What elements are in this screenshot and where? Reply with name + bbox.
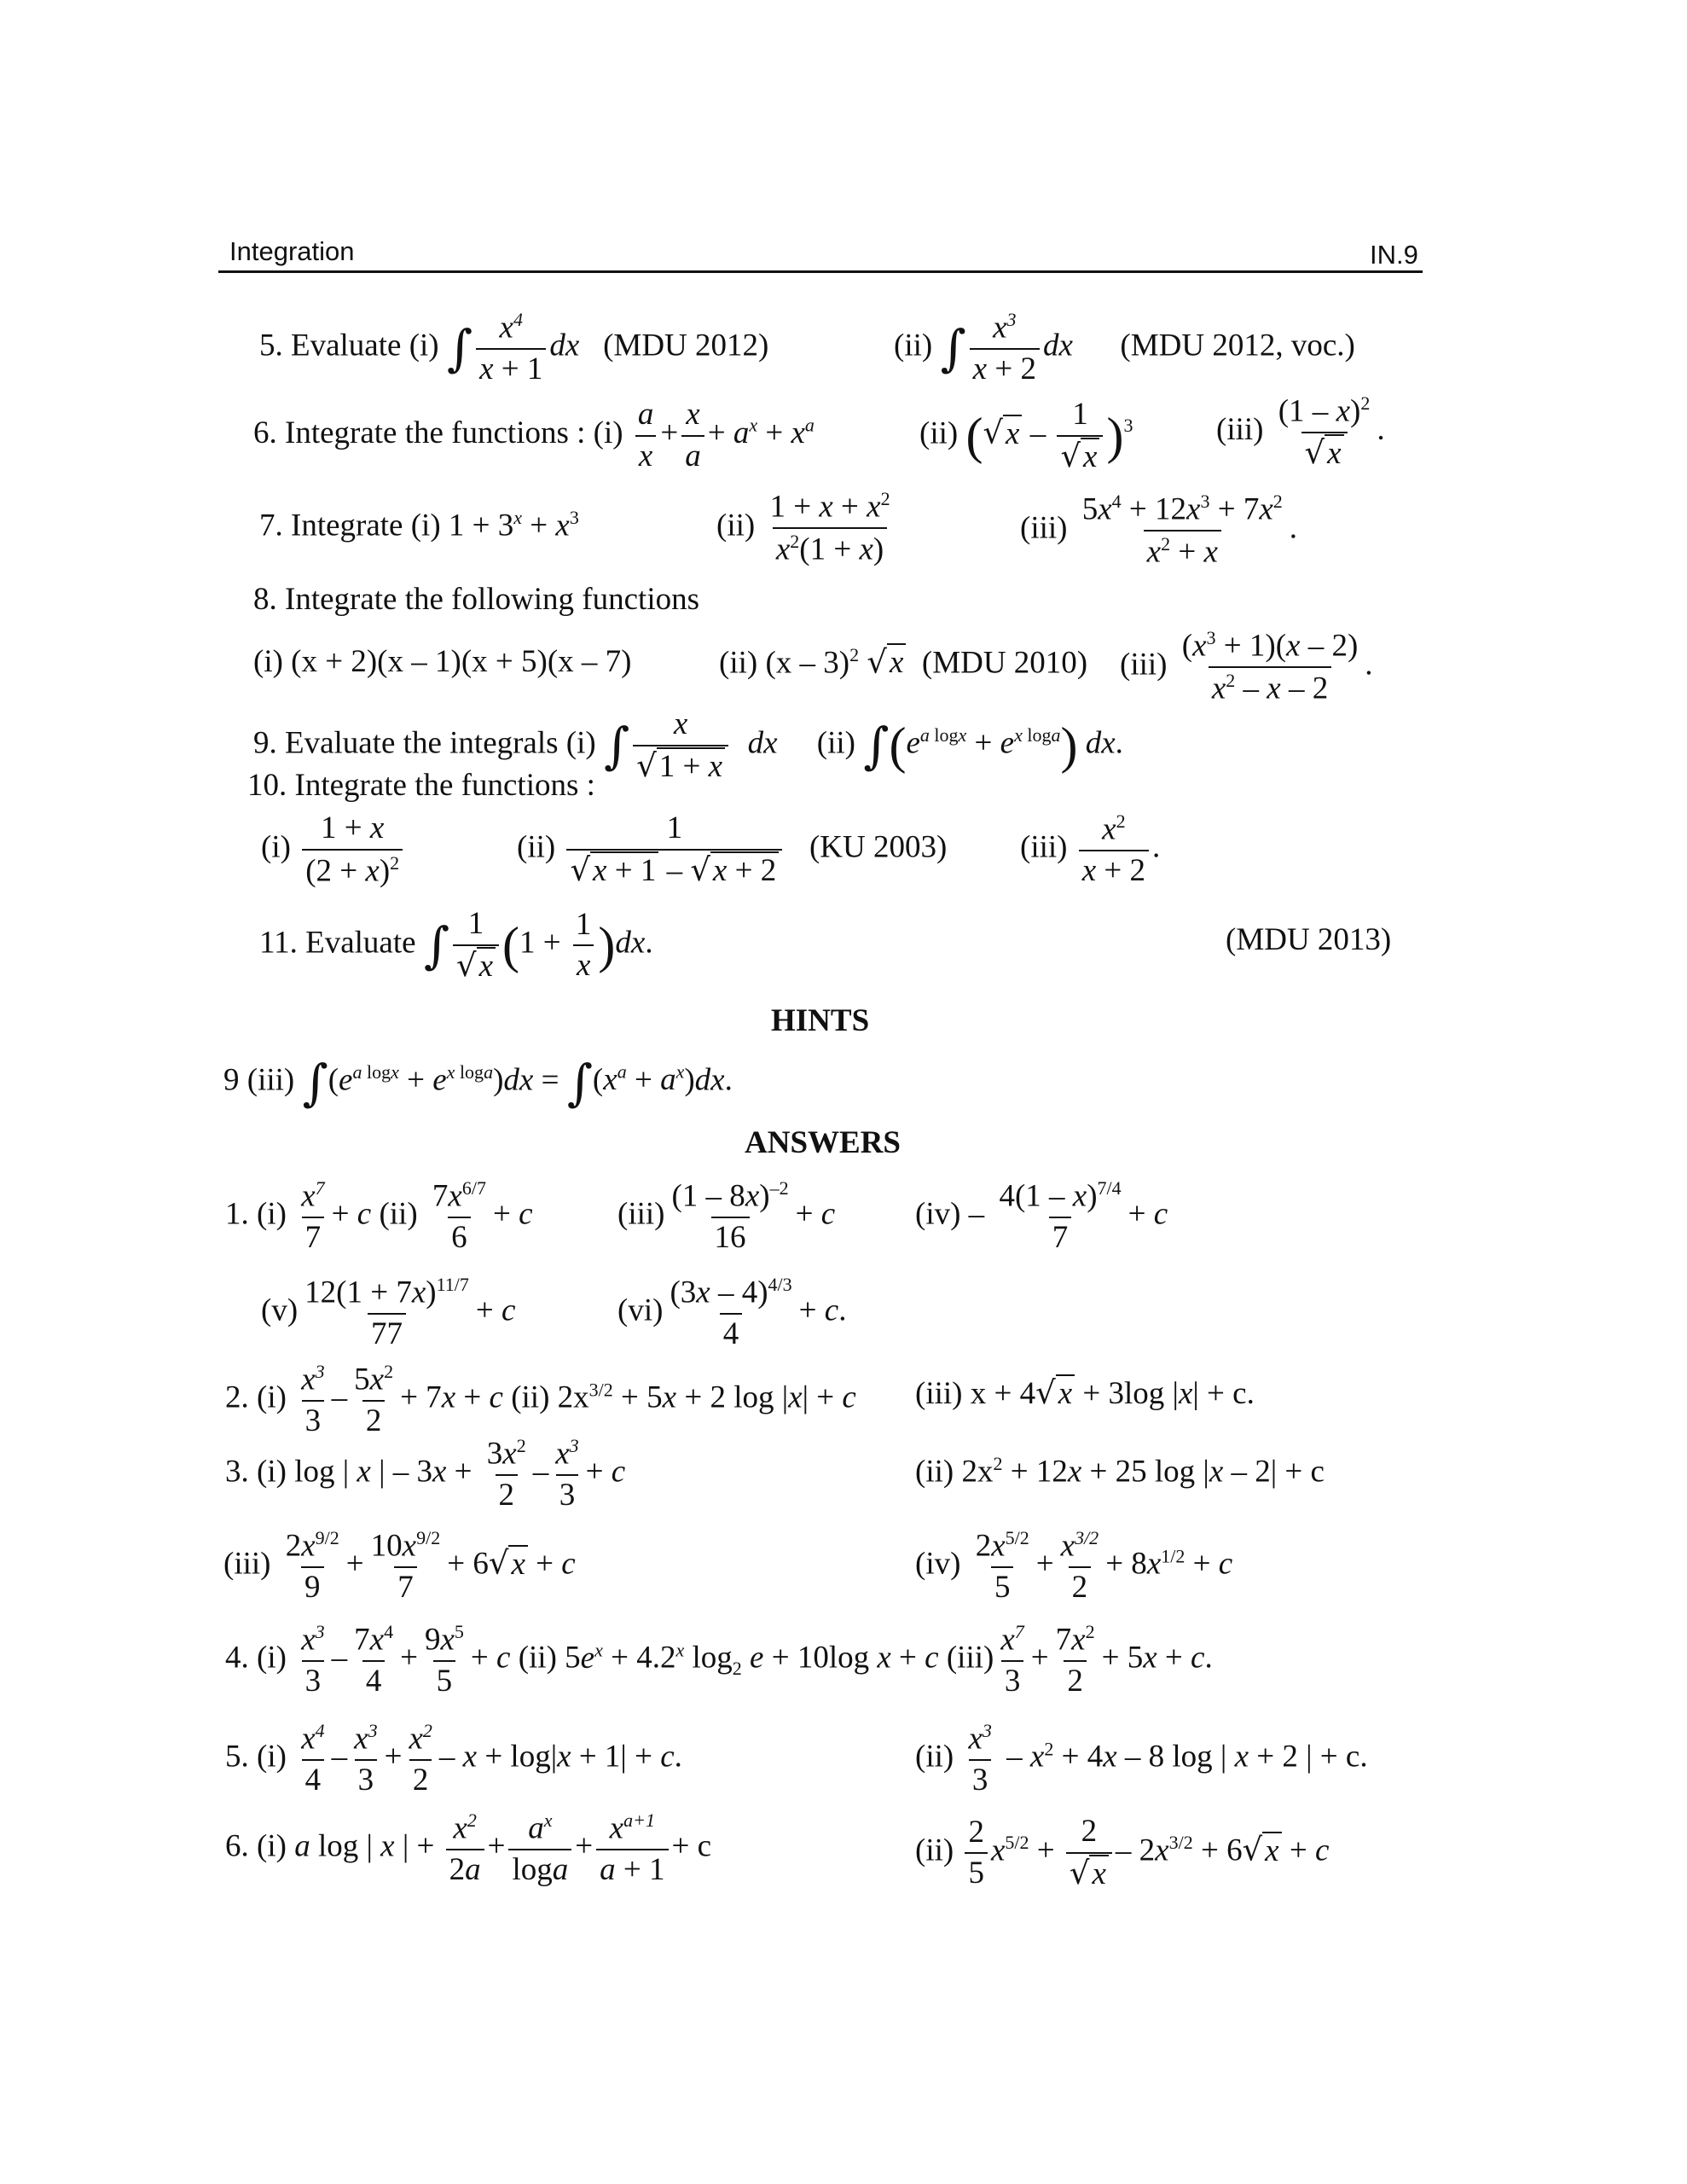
q6-label: 6. Integrate the functions : (i) xyxy=(253,415,623,451)
answer-3-ii: (ii) $2x^2 + 12x + 25$ log |x – 2| + c xyxy=(915,1453,1325,1490)
answer-1-iv: (iv) – $\frac{4(1 - x)^{7/4}}{7}$ + c xyxy=(915,1177,1168,1255)
a5-label: 5. (i) xyxy=(225,1739,287,1774)
q11-label: 11. Evaluate xyxy=(259,925,416,961)
q5-source-i: (MDU 2012) xyxy=(603,328,769,363)
header-rule xyxy=(218,270,1423,273)
question-7: 7. Integrate (i) $1 + 3^x + x^3$ xyxy=(259,507,579,543)
question-8-ii: (ii) (x – 3)$^2$ √x (MDU 2010) xyxy=(719,643,1088,681)
hint-label: 9 (iii) xyxy=(223,1062,295,1098)
question-10-ii: (ii) $\frac{1}{√x + 1 - √x + 2}$ (KU 2003) xyxy=(517,810,948,888)
question-7-iii: (iii) $\frac{5x^4 + 12x^3 + 7x^2}{x^2 + x}$ . xyxy=(1020,491,1298,570)
a3-iv: (iv) xyxy=(915,1546,961,1582)
answer-3: 3. (i) log | x | – 3x + $\frac{3x^2}{2}$ – $\frac{x^3}{3}$ + c xyxy=(225,1435,626,1513)
a2-label: 2. (i) xyxy=(225,1380,287,1415)
question-8: 8. Integrate the following functions xyxy=(253,582,700,617)
a3-iii: (iii) xyxy=(223,1546,271,1582)
answer-1-iii: (iii) $\frac{(1 - 8x)^{-2}}{16}$ + c xyxy=(617,1177,836,1255)
question-11: 11. Evaluate ∫ $\frac{1}{√x}$ (1 + $\frac{1}{x}$ )dx. xyxy=(259,906,653,984)
answer-1-v: (v) $\frac{12(1 + 7x)^{11/7}}{77}$ + c xyxy=(261,1274,516,1351)
q10-source: (KU 2003) xyxy=(809,829,948,865)
q5-source-ii: (MDU 2012, voc.) xyxy=(1120,328,1355,363)
question-8-i: (i) (x + 2)(x – 1)(x + 5)(x – 7) xyxy=(253,644,632,679)
answer-1: 1. (i) $\frac{x^7}{7}$ + c (ii) $\frac{7x^{6/7}}{6}$ + c xyxy=(225,1177,533,1255)
q6-ii: (ii) xyxy=(919,415,959,451)
q5-i: (i) xyxy=(409,328,439,363)
q7-i: (i) 1 + 3 xyxy=(410,508,514,543)
answer-6-ii: (ii) $\frac{2}{5}$ $x^{5/2}$ + $\frac{2}{√x}$ – $2x^{3/2} + 6√x + c$ xyxy=(915,1814,1330,1891)
question-8-iii: (iii) $\frac{(x^3 + 1)(x - 2)}{x^2 - x - 2}$ . xyxy=(1120,627,1373,706)
q10-iii: (iii) xyxy=(1020,829,1068,865)
question-6: 6. Integrate the functions : (i) $\frac{a}{x}$ + $\frac{x}{a}$ + $a^x + x^a$ xyxy=(253,397,815,473)
running-header-title: Integration xyxy=(229,236,355,266)
question-6-iii: (iii) $\frac{(1 - x)^2}{√x}$ . xyxy=(1216,392,1385,471)
hint-9-iii: 9 (iii) $\int(e^{a logx} + e^{x loga})dx = \int(x^a + a^x)dx$. xyxy=(223,1054,733,1112)
a1-label: 1. (i) xyxy=(225,1196,287,1232)
question-11-source: (MDU 2013) xyxy=(1226,922,1392,957)
answers-heading: ANSWERS xyxy=(745,1125,901,1160)
question-10: 10. Integrate the functions : xyxy=(247,768,595,803)
a3-label: 3. (i) xyxy=(225,1454,287,1490)
a3-ii: (ii) 2x xyxy=(915,1454,994,1490)
question-6-ii: (ii) (√x – $\frac{1}{√x}$ )$^3$ xyxy=(919,397,1133,474)
q5-ii: (ii) xyxy=(894,328,933,363)
page-number: IN.9 xyxy=(1370,240,1418,270)
a6-ii: (ii) xyxy=(915,1833,954,1868)
question-10-i: (i) $\frac{1 + x}{(2 + x)^2}$ xyxy=(261,810,406,889)
q10-i: (i) xyxy=(261,829,291,865)
answer-2: 2. (i) $\frac{x^3}{3}$ – $\frac{5x^2}{2}$ + 7x + c (ii) $2x^{3/2} + 5x + 2$ log |x| + c xyxy=(225,1361,856,1438)
q7-iii: (iii) xyxy=(1020,510,1068,546)
question-5: 5. Evaluate (i) ∫ $\frac{x^4}{x + 1}$ dx (MDU 2012) xyxy=(259,309,769,386)
q9-label: 9. Evaluate the integrals xyxy=(253,725,559,761)
answer-4: 4. (i) $\frac{x^3}{3}$ – $\frac{7x^4}{4}$ + $\frac{9x^5}{5}$ + c (ii) $5e^x + 4.2^x$ $\log_2 e + 10\log$ x + c (iii) $\frac{x^7}{3}$ + $\frac{7x^2}{2}$ + 5x + c. xyxy=(225,1621,1213,1699)
q8-iii: (iii) xyxy=(1120,647,1168,682)
q7-label: 7. Integrate xyxy=(259,508,403,543)
question-10-iii: (iii) $\frac{x^2}{x + 2}$ . xyxy=(1020,810,1161,888)
q6-iii: (iii) xyxy=(1216,412,1264,448)
hints-heading: HINTS xyxy=(771,1003,870,1038)
question-7-ii: (ii) $\frac{1 + x + x^2}{x^2(1 + x)}$ xyxy=(716,488,890,567)
answer-5: 5. (i) $\frac{x^4}{4}$ – $\frac{x^3}{3}$ + $\frac{x^2}{2}$ – x + log|x + 1| + c. xyxy=(225,1720,682,1798)
a6-label: 6. (i) xyxy=(225,1828,287,1864)
a5-ii: (ii) xyxy=(915,1739,954,1774)
q9-ii: (ii) xyxy=(816,725,855,761)
answer-6: 6. (i) a log | x | + $\frac{x^2}{2a}$ + $\frac{a^x}{\log a}$ + $\frac{x^{a+1}}{a + 1}$ + c xyxy=(225,1809,712,1887)
a2-ii: (ii) 2x xyxy=(511,1380,589,1415)
q8-source: (MDU 2010) xyxy=(921,645,1088,681)
answer-3-iv: (iv) $\frac{2x^{5/2}}{5}$ + $\frac{x^{3/2}}{2}$ + $8x^{1/2} + c$ xyxy=(915,1527,1233,1605)
q7-ii: (ii) xyxy=(716,508,756,543)
q9-i: (i) xyxy=(565,725,596,761)
q10-ii: (ii) xyxy=(517,829,556,865)
answer-1-vi: (vi) $\frac{(3x - 4)^{4/3}}{4}$ + c. xyxy=(617,1274,847,1351)
question-5-ii: (ii) ∫ $\frac{x^3}{x + 2}$ dx (MDU 2012, voc.) xyxy=(894,309,1355,386)
answer-5-ii: (ii) $\frac{x^3}{3}$ – $x^2 + 4x - 8$ log | x + 2 | + c. xyxy=(915,1720,1368,1798)
a2-iii: (iii) x + 4 xyxy=(915,1376,1036,1411)
a4-label: 4. (i) xyxy=(225,1640,287,1676)
answer-2-iii: (iii) x + 4√x + 3log |x| + c. xyxy=(915,1374,1255,1411)
q5-label: 5. Evaluate xyxy=(259,328,402,363)
question-9: 9. Evaluate the integrals (i) ∫ $\frac{x}{√1 + x}$ dx (ii) $\int(e^{a logx} + e^{x loga})$ dx. xyxy=(253,706,1123,784)
q8-ii: (ii) (x – 3) xyxy=(719,645,850,681)
answer-3-iii: (iii) $\frac{2x^{9/2}}{9}$ + $\frac{10x^{9/2}}{7}$ + 6√x + c xyxy=(223,1527,576,1605)
